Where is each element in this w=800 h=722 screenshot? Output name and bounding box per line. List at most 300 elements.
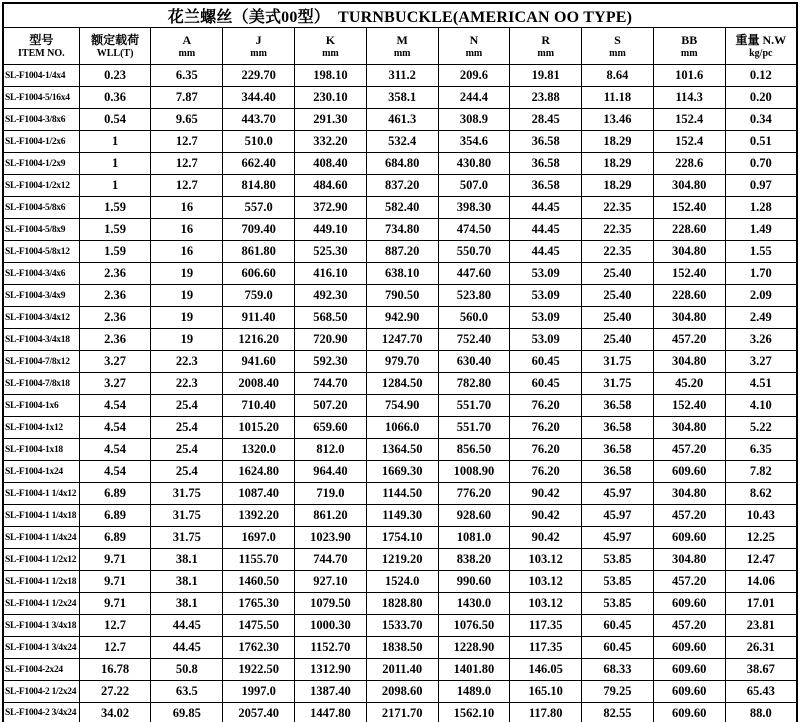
cell-a: 63.5 <box>151 681 223 703</box>
cell-m: 942.90 <box>366 307 438 329</box>
cell-nw: 17.01 <box>725 593 797 615</box>
cell-nw: 88.0 <box>725 703 797 722</box>
cell-s: 22.35 <box>582 197 654 219</box>
cell-n: 630.40 <box>438 351 510 373</box>
column-header-a-label: A <box>182 32 192 47</box>
cell-r: 60.45 <box>510 373 582 395</box>
column-header-nw <box>725 28 797 65</box>
cell-s: 25.40 <box>582 307 654 329</box>
table-row <box>3 593 797 615</box>
cell-j: 443.70 <box>223 109 295 131</box>
cell-a: 16 <box>151 197 223 219</box>
cell-r: 36.58 <box>510 175 582 197</box>
cell-item-no: SL-F1004-2x24 <box>3 659 79 681</box>
cell-k: 416.10 <box>295 263 367 285</box>
cell-nw: 3.27 <box>725 351 797 373</box>
cell-k: 927.10 <box>295 571 367 593</box>
cell-j: 1997.0 <box>223 681 295 703</box>
cell-a: 25.4 <box>151 461 223 483</box>
cell-nw: 12.25 <box>725 527 797 549</box>
cell-s: 31.75 <box>582 373 654 395</box>
cell-bb: 609.60 <box>653 527 725 549</box>
cell-a: 22.3 <box>151 373 223 395</box>
cell-item-no: SL-F1004-1x18 <box>3 439 79 461</box>
table-row <box>3 439 797 461</box>
cell-a: 19 <box>151 307 223 329</box>
cell-j: 1460.50 <box>223 571 295 593</box>
cell-item-no: SL-F1004-5/16x4 <box>3 87 79 109</box>
cell-a: 22.3 <box>151 351 223 373</box>
column-header-r-label: R <box>541 32 551 47</box>
column-header-item-no-label: 型号 <box>29 32 54 47</box>
cell-wll: 12.7 <box>79 615 151 637</box>
cell-wll: 9.71 <box>79 571 151 593</box>
cell-bb: 152.40 <box>653 197 725 219</box>
cell-r: 76.20 <box>510 439 582 461</box>
cell-nw: 0.20 <box>725 87 797 109</box>
cell-j: 1624.80 <box>223 461 295 483</box>
table-row <box>3 153 797 175</box>
cell-item-no: SL-F1004-1 1/4x18 <box>3 505 79 527</box>
table-row <box>3 351 797 373</box>
cell-m: 1838.50 <box>366 637 438 659</box>
table-row <box>3 703 797 722</box>
cell-wll: 4.54 <box>79 417 151 439</box>
column-header-nw-label: 重量 N.W <box>735 32 787 47</box>
cell-item-no: SL-F1004-7/8x18 <box>3 373 79 395</box>
cell-s: 22.35 <box>582 241 654 263</box>
cell-nw: 6.35 <box>725 439 797 461</box>
cell-item-no: SL-F1004-1/2x12 <box>3 175 79 197</box>
cell-wll: 2.36 <box>79 285 151 307</box>
column-header-n-unit: mm <box>465 47 483 59</box>
column-header-bb <box>653 28 725 65</box>
cell-k: 744.70 <box>295 549 367 571</box>
cell-a: 44.45 <box>151 615 223 637</box>
cell-k: 720.90 <box>295 329 367 351</box>
cell-nw: 1.28 <box>725 197 797 219</box>
cell-r: 103.12 <box>510 549 582 571</box>
cell-item-no: SL-F1004-1x12 <box>3 417 79 439</box>
cell-j: 1762.30 <box>223 637 295 659</box>
cell-nw: 23.81 <box>725 615 797 637</box>
cell-s: 45.97 <box>582 505 654 527</box>
column-header-a-unit: mm <box>178 47 196 59</box>
cell-n: 398.30 <box>438 197 510 219</box>
table-row <box>3 175 797 197</box>
cell-nw: 12.47 <box>725 549 797 571</box>
cell-n: 551.70 <box>438 395 510 417</box>
cell-k: 568.50 <box>295 307 367 329</box>
cell-s: 53.85 <box>582 549 654 571</box>
cell-j: 861.80 <box>223 241 295 263</box>
cell-j: 557.0 <box>223 197 295 219</box>
cell-j: 709.40 <box>223 219 295 241</box>
cell-m: 2011.40 <box>366 659 438 681</box>
cell-m: 638.10 <box>366 263 438 285</box>
cell-s: 25.40 <box>582 263 654 285</box>
cell-wll: 2.36 <box>79 263 151 285</box>
column-header-a <box>151 28 223 65</box>
table-row <box>3 637 797 659</box>
cell-wll: 12.7 <box>79 637 151 659</box>
cell-s: 18.29 <box>582 175 654 197</box>
cell-a: 19 <box>151 263 223 285</box>
cell-bb: 457.20 <box>653 571 725 593</box>
cell-n: 1228.90 <box>438 637 510 659</box>
cell-nw: 2.49 <box>725 307 797 329</box>
cell-j: 1922.50 <box>223 659 295 681</box>
cell-bb: 114.3 <box>653 87 725 109</box>
cell-k: 1447.80 <box>295 703 367 722</box>
cell-a: 12.7 <box>151 153 223 175</box>
cell-bb: 228.6 <box>653 153 725 175</box>
cell-wll: 9.71 <box>79 593 151 615</box>
cell-s: 60.45 <box>582 615 654 637</box>
cell-n: 1562.10 <box>438 703 510 722</box>
cell-nw: 0.51 <box>725 131 797 153</box>
column-header-item-no-unit: ITEM NO. <box>18 47 65 59</box>
cell-r: 36.58 <box>510 131 582 153</box>
cell-a: 44.45 <box>151 637 223 659</box>
column-header-s <box>582 28 654 65</box>
cell-wll: 4.54 <box>79 395 151 417</box>
cell-n: 560.0 <box>438 307 510 329</box>
cell-j: 814.80 <box>223 175 295 197</box>
column-header-k <box>295 28 367 65</box>
cell-n: 1401.80 <box>438 659 510 681</box>
cell-item-no: SL-F1004-3/4x6 <box>3 263 79 285</box>
column-header-k-unit: mm <box>322 47 339 59</box>
table-row <box>3 285 797 307</box>
table-row <box>3 395 797 417</box>
cell-n: 1430.0 <box>438 593 510 615</box>
cell-a: 25.4 <box>151 439 223 461</box>
cell-s: 13.46 <box>582 109 654 131</box>
cell-item-no: SL-F1004-1x6 <box>3 395 79 417</box>
page-title-en: TURNBUCKLE(AMERICAN OO TYPE) <box>337 9 633 26</box>
column-header-j <box>223 28 295 65</box>
cell-m: 979.70 <box>366 351 438 373</box>
cell-r: 44.45 <box>510 241 582 263</box>
cell-m: 1533.70 <box>366 615 438 637</box>
cell-item-no: SL-F1004-2 1/2x24 <box>3 681 79 703</box>
cell-item-no: SL-F1004-1 1/2x18 <box>3 571 79 593</box>
cell-r: 165.10 <box>510 681 582 703</box>
table-row <box>3 483 797 505</box>
cell-nw: 8.62 <box>725 483 797 505</box>
column-header-wll <box>79 28 151 65</box>
page-title <box>3 3 797 28</box>
cell-r: 117.35 <box>510 615 582 637</box>
cell-k: 1079.50 <box>295 593 367 615</box>
column-header-wll-unit: WLL(T) <box>96 47 134 59</box>
cell-bb: 152.40 <box>653 395 725 417</box>
cell-item-no: SL-F1004-3/4x12 <box>3 307 79 329</box>
cell-item-no: SL-F1004-1/2x6 <box>3 131 79 153</box>
cell-wll: 6.89 <box>79 483 151 505</box>
cell-wll: 1 <box>79 153 151 175</box>
cell-n: 523.80 <box>438 285 510 307</box>
table-body <box>3 65 797 722</box>
cell-j: 1320.0 <box>223 439 295 461</box>
cell-m: 1364.50 <box>366 439 438 461</box>
cell-r: 90.42 <box>510 527 582 549</box>
cell-j: 606.60 <box>223 263 295 285</box>
table-row <box>3 373 797 395</box>
table-row <box>3 461 797 483</box>
table-row <box>3 307 797 329</box>
column-header-n <box>438 28 510 65</box>
cell-wll: 1.59 <box>79 219 151 241</box>
cell-wll: 16.78 <box>79 659 151 681</box>
cell-bb: 152.4 <box>653 109 725 131</box>
cell-bb: 304.80 <box>653 417 725 439</box>
cell-m: 684.80 <box>366 153 438 175</box>
table-row <box>3 527 797 549</box>
cell-r: 53.09 <box>510 263 582 285</box>
cell-r: 76.20 <box>510 395 582 417</box>
cell-wll: 4.54 <box>79 439 151 461</box>
cell-item-no: SL-F1004-1 1/4x24 <box>3 527 79 549</box>
cell-bb: 457.20 <box>653 615 725 637</box>
cell-bb: 609.60 <box>653 461 725 483</box>
cell-m: 1524.0 <box>366 571 438 593</box>
cell-k: 484.60 <box>295 175 367 197</box>
cell-item-no: SL-F1004-5/8x12 <box>3 241 79 263</box>
cell-j: 1765.30 <box>223 593 295 615</box>
cell-r: 53.09 <box>510 285 582 307</box>
cell-m: 532.4 <box>366 131 438 153</box>
cell-m: 1144.50 <box>366 483 438 505</box>
cell-wll: 27.22 <box>79 681 151 703</box>
cell-m: 2171.70 <box>366 703 438 722</box>
cell-n: 856.50 <box>438 439 510 461</box>
cell-m: 582.40 <box>366 197 438 219</box>
cell-nw: 10.43 <box>725 505 797 527</box>
cell-nw: 1.70 <box>725 263 797 285</box>
column-header-r-unit: mm <box>537 47 555 59</box>
cell-n: 1008.90 <box>438 461 510 483</box>
cell-k: 1023.90 <box>295 527 367 549</box>
cell-k: 507.20 <box>295 395 367 417</box>
cell-bb: 304.80 <box>653 175 725 197</box>
cell-a: 25.4 <box>151 395 223 417</box>
cell-item-no: SL-F1004-1 1/4x12 <box>3 483 79 505</box>
cell-a: 9.65 <box>151 109 223 131</box>
cell-nw: 4.51 <box>725 373 797 395</box>
cell-item-no: SL-F1004-3/4x18 <box>3 329 79 351</box>
table-row <box>3 681 797 703</box>
cell-m: 1669.30 <box>366 461 438 483</box>
cell-s: 36.58 <box>582 439 654 461</box>
cell-j: 1697.0 <box>223 527 295 549</box>
cell-m: 2098.60 <box>366 681 438 703</box>
cell-n: 430.80 <box>438 153 510 175</box>
cell-a: 38.1 <box>151 549 223 571</box>
cell-n: 308.9 <box>438 109 510 131</box>
cell-s: 82.55 <box>582 703 654 722</box>
cell-j: 941.60 <box>223 351 295 373</box>
cell-n: 551.70 <box>438 417 510 439</box>
cell-wll: 6.89 <box>79 527 151 549</box>
cell-m: 754.90 <box>366 395 438 417</box>
cell-wll: 1.59 <box>79 241 151 263</box>
cell-k: 525.30 <box>295 241 367 263</box>
cell-nw: 1.55 <box>725 241 797 263</box>
cell-bb: 457.20 <box>653 505 725 527</box>
cell-nw: 26.31 <box>725 637 797 659</box>
cell-s: 11.18 <box>582 87 654 109</box>
cell-nw: 1.49 <box>725 219 797 241</box>
cell-j: 1087.40 <box>223 483 295 505</box>
column-header-bb-label: BB <box>681 32 698 47</box>
table-row <box>3 131 797 153</box>
cell-k: 659.60 <box>295 417 367 439</box>
cell-m: 1149.30 <box>366 505 438 527</box>
cell-j: 710.40 <box>223 395 295 417</box>
cell-s: 36.58 <box>582 417 654 439</box>
cell-wll: 0.36 <box>79 87 151 109</box>
cell-n: 782.80 <box>438 373 510 395</box>
cell-wll: 2.36 <box>79 307 151 329</box>
cell-j: 1392.20 <box>223 505 295 527</box>
cell-n: 1081.0 <box>438 527 510 549</box>
cell-item-no: SL-F1004-7/8x12 <box>3 351 79 373</box>
cell-k: 408.40 <box>295 153 367 175</box>
cell-item-no: SL-F1004-3/4x9 <box>3 285 79 307</box>
cell-bb: 304.80 <box>653 351 725 373</box>
cell-k: 230.10 <box>295 87 367 109</box>
cell-bb: 609.60 <box>653 659 725 681</box>
cell-s: 60.45 <box>582 637 654 659</box>
cell-nw: 14.06 <box>725 571 797 593</box>
cell-r: 44.45 <box>510 219 582 241</box>
cell-nw: 0.97 <box>725 175 797 197</box>
column-header-item-no <box>3 28 79 65</box>
cell-n: 776.20 <box>438 483 510 505</box>
cell-nw: 3.26 <box>725 329 797 351</box>
cell-m: 311.2 <box>366 65 438 87</box>
cell-m: 1828.80 <box>366 593 438 615</box>
cell-wll: 34.02 <box>79 703 151 722</box>
cell-a: 7.87 <box>151 87 223 109</box>
cell-item-no: SL-F1004-1 1/2x24 <box>3 593 79 615</box>
cell-m: 837.20 <box>366 175 438 197</box>
cell-s: 45.97 <box>582 483 654 505</box>
cell-bb: 609.60 <box>653 703 725 722</box>
cell-item-no: SL-F1004-1x24 <box>3 461 79 483</box>
cell-k: 861.20 <box>295 505 367 527</box>
cell-k: 332.20 <box>295 131 367 153</box>
cell-m: 1754.10 <box>366 527 438 549</box>
table-row <box>3 549 797 571</box>
cell-bb: 457.20 <box>653 439 725 461</box>
cell-r: 117.35 <box>510 637 582 659</box>
column-header-row <box>3 28 797 65</box>
cell-a: 16 <box>151 241 223 263</box>
cell-item-no: SL-F1004-3/8x6 <box>3 109 79 131</box>
cell-nw: 38.67 <box>725 659 797 681</box>
cell-m: 1066.0 <box>366 417 438 439</box>
cell-j: 2057.40 <box>223 703 295 722</box>
cell-s: 18.29 <box>582 131 654 153</box>
cell-m: 1284.50 <box>366 373 438 395</box>
cell-bb: 228.60 <box>653 285 725 307</box>
cell-a: 69.85 <box>151 703 223 722</box>
cell-bb: 45.20 <box>653 373 725 395</box>
cell-r: 103.12 <box>510 571 582 593</box>
cell-k: 291.30 <box>295 109 367 131</box>
cell-s: 36.58 <box>582 395 654 417</box>
cell-a: 38.1 <box>151 593 223 615</box>
cell-n: 550.70 <box>438 241 510 263</box>
cell-s: 25.40 <box>582 329 654 351</box>
cell-bb: 609.60 <box>653 593 725 615</box>
cell-r: 146.05 <box>510 659 582 681</box>
cell-wll: 2.36 <box>79 329 151 351</box>
cell-a: 12.7 <box>151 131 223 153</box>
cell-nw: 0.34 <box>725 109 797 131</box>
cell-n: 209.6 <box>438 65 510 87</box>
column-header-m <box>366 28 438 65</box>
cell-nw: 0.70 <box>725 153 797 175</box>
cell-item-no: SL-F1004-5/8x9 <box>3 219 79 241</box>
column-header-wll-label: 额定载荷 <box>91 32 140 47</box>
cell-item-no: SL-F1004-1 3/4x24 <box>3 637 79 659</box>
table-row <box>3 87 797 109</box>
cell-item-no: SL-F1004-1 1/2x12 <box>3 549 79 571</box>
cell-k: 592.30 <box>295 351 367 373</box>
cell-j: 911.40 <box>223 307 295 329</box>
cell-bb: 304.80 <box>653 483 725 505</box>
cell-r: 76.20 <box>510 417 582 439</box>
cell-r: 53.09 <box>510 307 582 329</box>
cell-j: 759.0 <box>223 285 295 307</box>
cell-r: 44.45 <box>510 197 582 219</box>
cell-wll: 3.27 <box>79 373 151 395</box>
title-row <box>3 3 797 28</box>
cell-m: 461.3 <box>366 109 438 131</box>
table-row <box>3 659 797 681</box>
cell-s: 18.29 <box>582 153 654 175</box>
column-header-s-label: S <box>614 32 621 47</box>
cell-r: 90.42 <box>510 505 582 527</box>
table-row <box>3 65 797 87</box>
cell-nw: 7.82 <box>725 461 797 483</box>
cell-n: 507.0 <box>438 175 510 197</box>
cell-wll: 1 <box>79 131 151 153</box>
column-header-bb-unit: mm <box>680 47 698 59</box>
cell-a: 19 <box>151 285 223 307</box>
cell-n: 474.50 <box>438 219 510 241</box>
column-header-n-label: N <box>469 32 479 47</box>
cell-k: 1152.70 <box>295 637 367 659</box>
column-header-j-unit: mm <box>250 47 267 59</box>
cell-item-no: SL-F1004-1/4x4 <box>3 65 79 87</box>
cell-m: 358.1 <box>366 87 438 109</box>
cell-j: 1216.20 <box>223 329 295 351</box>
cell-s: 53.85 <box>582 571 654 593</box>
cell-s: 36.58 <box>582 461 654 483</box>
cell-j: 229.70 <box>223 65 295 87</box>
cell-bb: 228.60 <box>653 219 725 241</box>
page-title-zh: 花兰螺丝（美式00型） <box>167 9 330 26</box>
cell-bb: 304.80 <box>653 307 725 329</box>
cell-a: 25.4 <box>151 417 223 439</box>
cell-j: 344.40 <box>223 87 295 109</box>
cell-m: 734.80 <box>366 219 438 241</box>
